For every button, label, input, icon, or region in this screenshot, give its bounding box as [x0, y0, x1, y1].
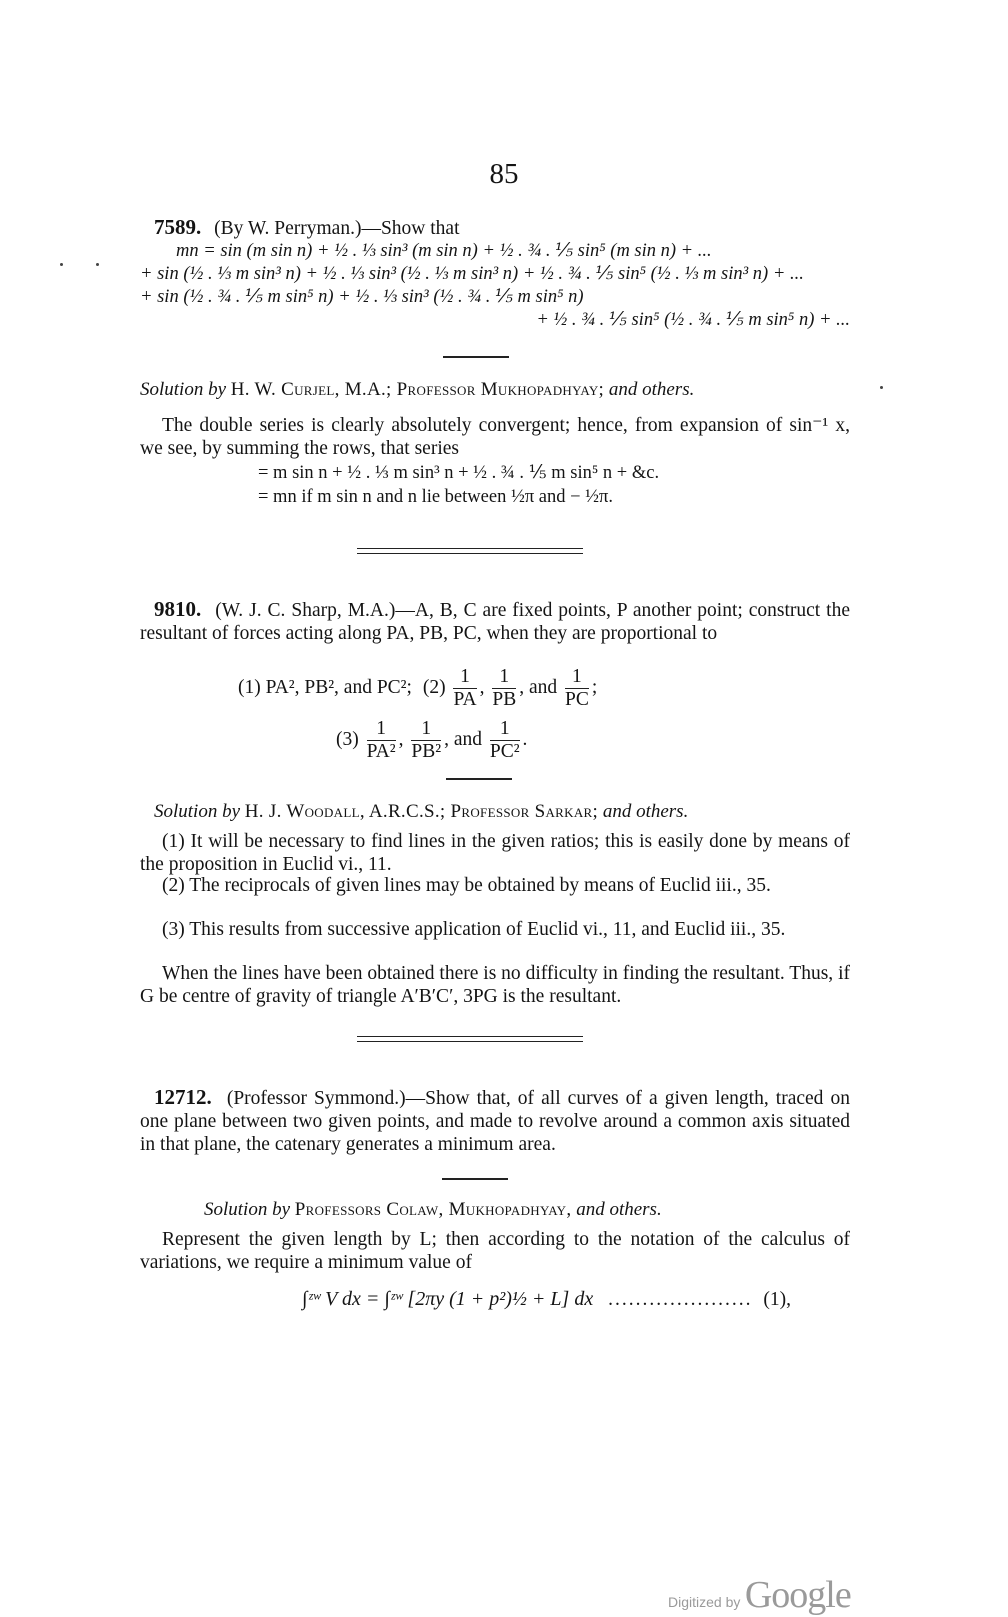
watermark-brand: Google — [744, 1574, 851, 1616]
and-word: and — [453, 728, 482, 750]
problem-12712 — [140, 1086, 850, 1156]
problem-7589 — [140, 216, 850, 332]
case-3-label: (3) — [336, 728, 359, 750]
solvers-tail: and others. — [602, 801, 689, 822]
case-2-label: (2) — [422, 676, 446, 698]
solution-9810-para-4: When the lines have been obtained there is no difficulty in finding the resultant. Thus, if G be centre of gravity of triangle A′B′C′, 3PG is the resultant. — [140, 963, 850, 1007]
short-rule — [443, 356, 509, 358]
equation-line-1: mn = sin (m sin n) + ½ . ⅓ sin³ (m sin n) + ½ . ¾ . ⅕ sin⁵ (m sin n) + ... — [176, 241, 712, 261]
problem-proposer: (W. J. C. Sharp, M.A.)—A, B, C are fixed points, P another point; construct the resultant of forces acting along PA, PB, PC, when they are proportional to — [140, 600, 850, 644]
scan-speck — [60, 263, 63, 266]
problem-proposer: (By W. Perryman.)—Show that — [214, 218, 460, 239]
case-1-text: PA², PB², and PC²; — [265, 676, 412, 698]
solvers-tail: and others. — [608, 379, 695, 400]
fraction: $\frac{1}{\text{PB²}}$ — [411, 718, 442, 762]
equation-line-2: + sin (½ . ⅓ m sin³ n) + ½ . ⅓ sin³ (½ . ⅓ m sin³ n) + ½ . ¾ . ⅕ sin⁵ (½ . ⅓ m sin³ n) + ... — [140, 264, 804, 284]
solution-by-label: Solution by — [204, 1199, 291, 1220]
equation-line-3: + sin (½ . ¾ . ⅕ m sin⁵ n) + ½ . ⅓ sin³ (½ . ¾ . ⅕ m sin⁵ n) — [140, 287, 584, 307]
solution-12712-body: Represent the given length by L; then according to the notation of the calculus of variations, we require a minimum value of — [140, 1229, 850, 1273]
solution-9810-para-1: (1) It will be necessary to find lines in the given ratios; this is easily done by means of the proposition in Euclid vi., 11. — [140, 831, 850, 875]
watermark — [668, 1573, 851, 1617]
solution-7589-header — [140, 378, 850, 401]
fraction: $\frac{1}{PB}$ — [492, 666, 517, 710]
equation-line-4: + ½ . ¾ . ⅕ sin⁵ (½ . ¾ . ⅕ m sin⁵ n) + ... — [536, 310, 850, 330]
problem-number: 9810. — [154, 597, 202, 621]
problem-heading — [140, 216, 850, 240]
solution-9810-para-3: (3) This results from successive application of Euclid vi., 11, and Euclid iii., 35. — [162, 919, 786, 940]
problem-number: 7589. — [154, 215, 202, 239]
and-word: and — [528, 676, 558, 698]
equation-label: (1), — [763, 1289, 791, 1310]
problem-number: 12712. — [154, 1085, 212, 1109]
fraction: $\frac{1}{\text{PA²}}$ — [366, 718, 396, 762]
short-rule — [446, 778, 512, 780]
solvers: H. W. Curjel, M.A.; Professor Mukhopadhyay; — [230, 379, 605, 400]
solution-by-label: Solution by — [140, 379, 227, 400]
double-rule — [357, 548, 583, 554]
scan-speck — [880, 386, 883, 389]
cases-line-2: (3) $\frac{1}{\text{PA²}}$ , $\frac{1}{\text{PB²}}$ , and $\frac{1}{\text{PC²}}$ . — [336, 718, 528, 762]
scan-speck — [96, 263, 99, 266]
solution-by-label: Solution by — [154, 801, 241, 822]
short-rule — [442, 1178, 508, 1180]
fraction: $\frac{1}{PA}$ — [453, 666, 477, 710]
solvers-tail: and others. — [576, 1199, 662, 1220]
solvers: Professors Colaw, Mukhopadhyay, — [294, 1199, 572, 1220]
page-number: 85 — [489, 158, 519, 190]
integral-equation — [140, 1288, 1008, 1311]
leader-dots: ..................... — [608, 1289, 753, 1310]
case-1-label: (1) — [238, 676, 261, 698]
fraction: $\frac{1}{PC}$ — [564, 666, 589, 710]
cases-line-1: (1) PA², PB², and PC²; (2) $\frac{1}{PA}$ , $\frac{1}{PB}$ , and $\frac{1}{PC}$ ; — [238, 666, 598, 710]
fraction: $\frac{1}{\text{PC²}}$ — [489, 718, 520, 762]
solution-7589-body: The double series is clearly absolutely convergent; hence, from expansion of sin⁻¹ x, we see, by summing the rows, that series — [140, 415, 850, 459]
problem-proposer: (Professor Symmond.)—Show that, of all curves of a given length, traced on one plane between two given points, and made to revolve around a common axis situated in that plane, the catenary generates a minimum area. — [140, 1088, 850, 1155]
double-rule — [357, 1036, 583, 1042]
solution-12712-header — [140, 1198, 914, 1221]
solution-9810-header — [140, 800, 864, 823]
solution-7589-result-1: = m sin n + ½ . ⅓ m sin³ n + ½ . ¾ . ⅕ m sin⁵ n + &c. — [258, 463, 660, 483]
watermark-prefix: Digitized by — [668, 1594, 741, 1610]
solution-9810-para-2: (2) The reciprocals of given lines may be obtained by means of Euclid iii., 35. — [162, 875, 771, 896]
problem-9810 — [140, 598, 850, 645]
solvers: H. J. Woodall, A.R.C.S.; Professor Sarkar; — [244, 801, 599, 822]
integral-expression: ∫ᶻʷ V dx = ∫ᶻʷ [2πy (1 + p²)½ + L] dx — [302, 1288, 594, 1310]
solution-7589-result-2: = mn if m sin n and n lie between ½π and − ½π. — [258, 487, 614, 507]
